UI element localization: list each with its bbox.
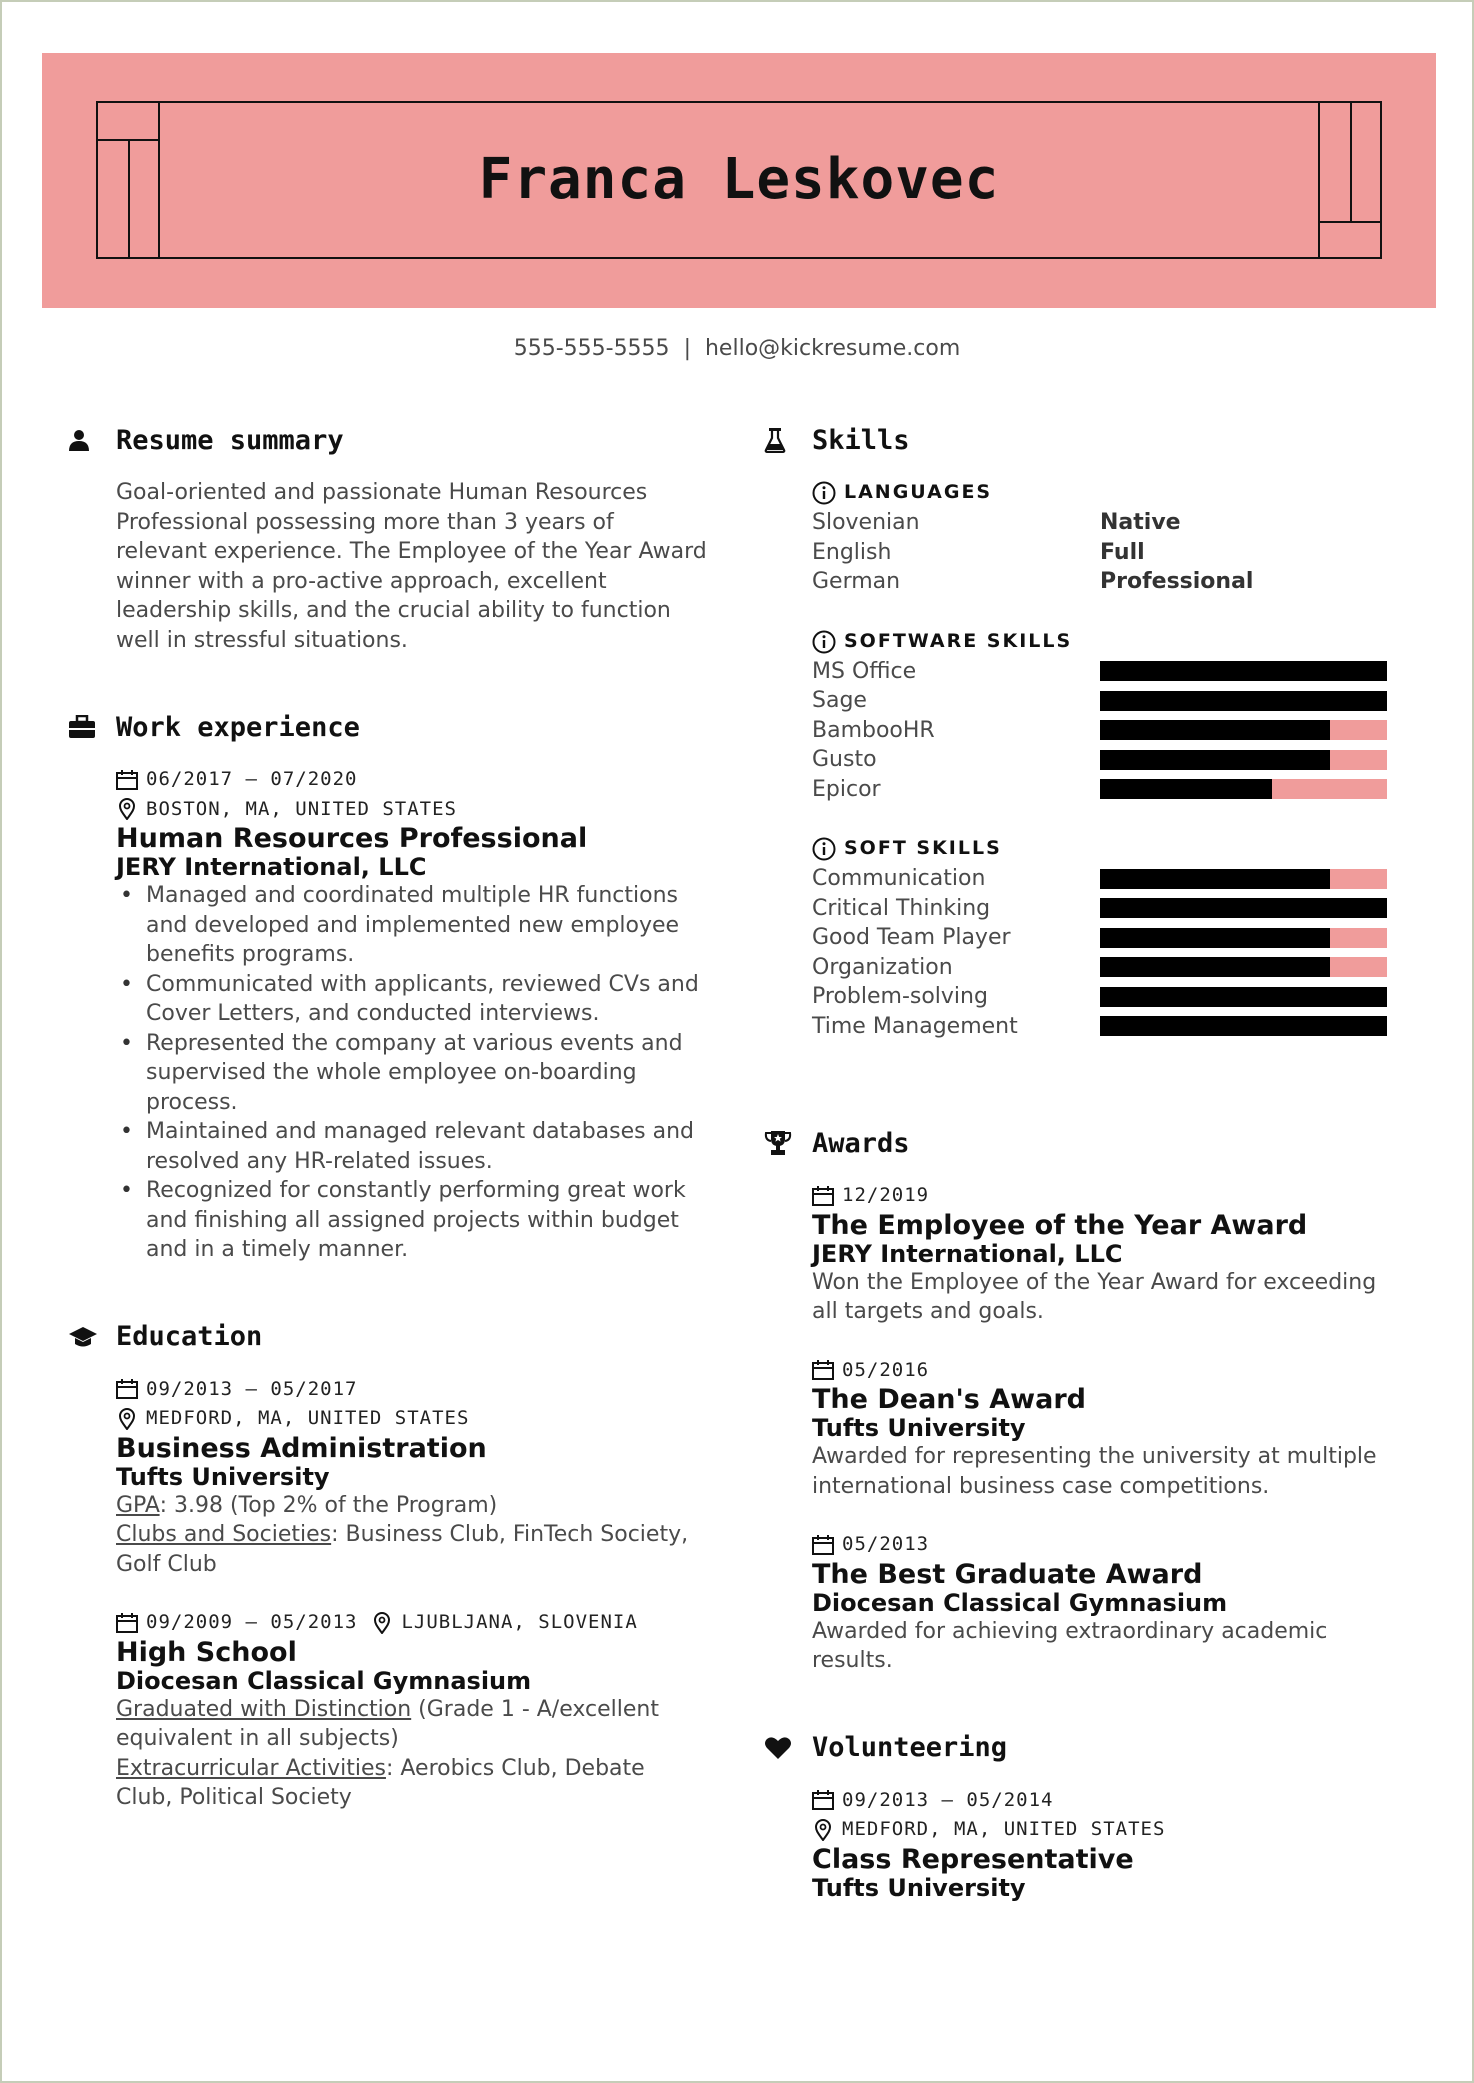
- edu-detail: [116, 1491, 708, 1521]
- skill-bar: [1100, 1016, 1387, 1036]
- summary-title: Resume summary: [116, 424, 344, 456]
- awards-section: [764, 1125, 1404, 1676]
- skill-name: Epicor: [812, 776, 881, 802]
- edu-detail: [116, 1754, 708, 1813]
- vol-org: Tufts University: [812, 1873, 1026, 1902]
- language-name: English: [812, 539, 892, 565]
- education-entry: [68, 1375, 708, 1580]
- location-pin-icon: [116, 798, 138, 820]
- job-bullets: [116, 881, 708, 1265]
- language-row: [812, 538, 1404, 568]
- edu-dates-row: [116, 1608, 708, 1638]
- info-icon: [812, 481, 836, 505]
- skill-bar: [1100, 661, 1387, 681]
- skill-name: Problem-solving: [812, 984, 988, 1009]
- trophy-icon: [764, 1128, 812, 1158]
- heart-icon: [764, 1733, 812, 1763]
- skill-bar: [1100, 691, 1387, 711]
- software-row: [812, 686, 1404, 716]
- skill-name: Sage: [812, 688, 867, 713]
- edu-detail-text: (Grade 1 - A/excellent equivalent in all subjects): [116, 1696, 659, 1751]
- calendar-icon: [116, 770, 138, 790]
- vol-role: Class Representative: [812, 1843, 1134, 1875]
- languages-label: LANGUAGES: [844, 481, 993, 504]
- award-date-row: [812, 1181, 1404, 1211]
- award-desc: Awarded for representing the university at multiple international business case competitions.: [812, 1444, 1377, 1499]
- skill-bar-fill: [1100, 987, 1387, 1007]
- header-band: [42, 53, 1436, 308]
- candidate-name: Franca Leskovec: [478, 147, 1000, 212]
- edu-detail: [116, 1520, 708, 1579]
- skill-bar: [1100, 720, 1387, 740]
- graduation-cap-icon: [68, 1322, 116, 1352]
- language-name: German: [812, 569, 901, 594]
- job-location: BOSTON, MA, UNITED STATES: [146, 797, 457, 820]
- skill-bar: [1100, 898, 1387, 918]
- edu-location-inline: [371, 1608, 637, 1638]
- award-date: 05/2013: [842, 1533, 930, 1555]
- software-row: [812, 745, 1404, 775]
- award-name: The Employee of the Year Award: [812, 1209, 1308, 1241]
- soft-skill-row: [812, 982, 1404, 1012]
- award-org: Tufts University: [812, 1414, 1026, 1442]
- language-row: [812, 567, 1404, 597]
- volunteering-entry: [764, 1786, 1404, 1902]
- edu-detail-label: Graduated with Distinction: [116, 1696, 412, 1722]
- edu-location: LJUBLJANA, SLOVENIA: [401, 1611, 638, 1633]
- volunteering-section: [764, 1730, 1404, 1902]
- soft-skill-row: [812, 1012, 1404, 1042]
- skill-bar-fill: [1100, 691, 1387, 711]
- flask-icon: [764, 425, 812, 455]
- award-date-row: [812, 1356, 1404, 1386]
- edu-school: Diocesan Classical Gymnasium: [116, 1666, 532, 1695]
- skill-bar: [1100, 928, 1387, 948]
- job-bullet: • Maintained and managed relevant databases and resolved any HR-related issues.: [116, 1117, 708, 1176]
- skill-bar-fill: [1100, 869, 1330, 889]
- skill-bar-fill: [1100, 928, 1330, 948]
- award-entry: [764, 1530, 1404, 1676]
- soft-skill-row: [812, 953, 1404, 983]
- job-dates: 06/2017 – 07/2020: [146, 768, 358, 790]
- software-row: [812, 657, 1404, 687]
- skill-bar-fill: [1100, 1016, 1387, 1036]
- award-org: JERY International, LLC: [812, 1239, 1123, 1268]
- award-entry: [764, 1356, 1404, 1502]
- edu-detail-label: GPA: [116, 1492, 160, 1518]
- skill-name: MS Office: [812, 658, 917, 684]
- award-desc: Awarded for achieving extraordinary academic results.: [812, 1618, 1328, 1673]
- languages-heading: [812, 478, 1404, 508]
- skill-bar-fill: [1100, 750, 1330, 770]
- skill-bar-fill: [1100, 661, 1387, 681]
- skill-bar: [1100, 987, 1387, 1007]
- skill-name: Organization: [812, 954, 953, 980]
- edu-dates: 09/2013 – 05/2017: [146, 1377, 358, 1400]
- skills-title: Skills: [812, 424, 910, 456]
- edu-detail: [116, 1695, 708, 1754]
- skill-bar: [1100, 957, 1387, 977]
- edu-school: Tufts University: [116, 1462, 330, 1491]
- skill-name: Critical Thinking: [812, 895, 991, 921]
- skill-bar-fill: [1100, 957, 1330, 977]
- email[interactable]: hello@kickresume.com: [704, 336, 961, 361]
- location-pin-icon: [812, 1819, 834, 1841]
- briefcase-icon: [68, 712, 116, 742]
- work-title: Work experience: [116, 711, 360, 743]
- software-row: [812, 775, 1404, 805]
- skill-name: Communication: [812, 866, 986, 891]
- job-bullet: • Represented the company at various events and supervised the whole employee on-boarding process.: [116, 1029, 708, 1118]
- edu-degree: Business Administration: [116, 1432, 487, 1464]
- language-level: Full: [1100, 539, 1145, 565]
- language-level: Professional: [1100, 569, 1254, 594]
- phone[interactable]: 555-555-5555: [513, 336, 670, 361]
- location-pin-icon: [371, 1612, 393, 1634]
- contact-separator: |: [683, 336, 691, 361]
- contact-line: [2, 336, 1472, 361]
- job-bullet: • Recognized for constantly performing great work and finishing all assigned projects within budget and in a timely manner.: [116, 1176, 708, 1265]
- award-entry: [764, 1181, 1404, 1327]
- job-bullet: • Managed and coordinated multiple HR functions and developed and implemented new employee benefits programs.: [116, 881, 708, 970]
- job-position: Human Resources Professional: [116, 823, 588, 854]
- edu-dates-row: [116, 1375, 708, 1405]
- skill-name: Gusto: [812, 747, 877, 772]
- skill-bar: [1100, 779, 1387, 799]
- edu-detail-label: Extracurricular Activities: [116, 1755, 386, 1781]
- soft-skill-row: [812, 894, 1404, 924]
- job-company: JERY International, LLC: [116, 853, 427, 881]
- job-dates-row: [116, 765, 708, 795]
- skill-name: BambooHR: [812, 717, 935, 743]
- soft-skills-heading: [812, 834, 1404, 864]
- vol-dates: 09/2013 – 05/2014: [842, 1788, 1054, 1811]
- edu-degree: High School: [116, 1636, 297, 1668]
- work-section: [68, 709, 708, 1265]
- volunteering-title: Volunteering: [812, 1732, 1008, 1763]
- award-date-row: [812, 1530, 1404, 1560]
- calendar-icon: [116, 1613, 138, 1633]
- soft-skill-row: [812, 864, 1404, 894]
- edu-location-row: [116, 1404, 708, 1434]
- left-column: [68, 422, 708, 1813]
- edu-detail-text: : Aerobics Club, Debate Club, Political Society: [116, 1755, 645, 1810]
- edu-detail-label: Clubs and Societies: [116, 1522, 332, 1547]
- skills-body: [764, 478, 1404, 1041]
- calendar-icon: [812, 1790, 834, 1810]
- calendar-icon: [812, 1535, 834, 1555]
- education-section: [68, 1319, 708, 1813]
- skill-bar-fill: [1100, 898, 1387, 918]
- skill-bar: [1100, 869, 1387, 889]
- calendar-icon: [812, 1360, 834, 1380]
- skill-bar: [1100, 750, 1387, 770]
- job-entry: [68, 765, 708, 1265]
- soft-skill-row: [812, 923, 1404, 953]
- award-date: 05/2016: [842, 1358, 930, 1381]
- education-title: Education: [116, 1321, 263, 1352]
- award-name: The Dean's Award: [812, 1384, 1086, 1415]
- vol-location: MEDFORD, MA, UNITED STATES: [842, 1818, 1166, 1840]
- info-icon: [812, 630, 836, 654]
- software-row: [812, 716, 1404, 746]
- skill-name: Good Team Player: [812, 925, 1011, 950]
- right-column: [764, 422, 1404, 1902]
- award-desc: Won the Employee of the Year Award for exceeding all targets and goals.: [812, 1269, 1377, 1324]
- edu-detail-text: : Business Club, FinTech Society, Golf Club: [116, 1522, 689, 1577]
- skill-bar-fill: [1100, 779, 1272, 799]
- software-label: SOFTWARE SKILLS: [844, 629, 1073, 652]
- vol-dates-row: [812, 1786, 1404, 1816]
- soft-skills-label: SOFT SKILLS: [844, 837, 1002, 860]
- calendar-icon: [812, 1186, 834, 1206]
- language-row: [812, 508, 1404, 538]
- header-frame: [96, 101, 1382, 259]
- edu-detail-text: : 3.98 (Top 2% of the Program): [159, 1492, 498, 1518]
- award-name: The Best Graduate Award: [812, 1558, 1203, 1590]
- award-org: Diocesan Classical Gymnasium: [812, 1588, 1228, 1617]
- education-entry: [68, 1608, 708, 1813]
- awards-title: Awards: [812, 1127, 910, 1159]
- edu-dates: 09/2009 – 05/2013: [146, 1611, 358, 1633]
- summary-text: Goal-oriented and passionate Human Resources Professional possessing more than 3 years of relevant experience. The Employee of the Year Award winner with a pro-active approach, excellent leadership skills, and the crucial ability to function well in stressful situations.: [116, 480, 707, 653]
- location-pin-icon: [116, 1408, 138, 1430]
- info-icon: [812, 837, 836, 861]
- language-name: Slovenian: [812, 510, 920, 535]
- job-bullet: • Communicated with applicants, reviewed CVs and Cover Letters, and conducted interviews.: [116, 970, 708, 1029]
- language-level: Native: [1100, 510, 1181, 535]
- vol-location-row: [812, 1815, 1404, 1845]
- software-heading: [812, 627, 1404, 657]
- job-location-row: [116, 795, 708, 825]
- skill-name: Time Management: [812, 1013, 1018, 1039]
- calendar-icon: [116, 1379, 138, 1399]
- edu-location: MEDFORD, MA, UNITED STATES: [146, 1407, 470, 1429]
- skill-bar-fill: [1100, 720, 1330, 740]
- person-icon: [68, 425, 116, 455]
- skills-section: [764, 422, 1404, 1041]
- award-date: 12/2019: [842, 1184, 930, 1206]
- summary-section: [68, 422, 708, 655]
